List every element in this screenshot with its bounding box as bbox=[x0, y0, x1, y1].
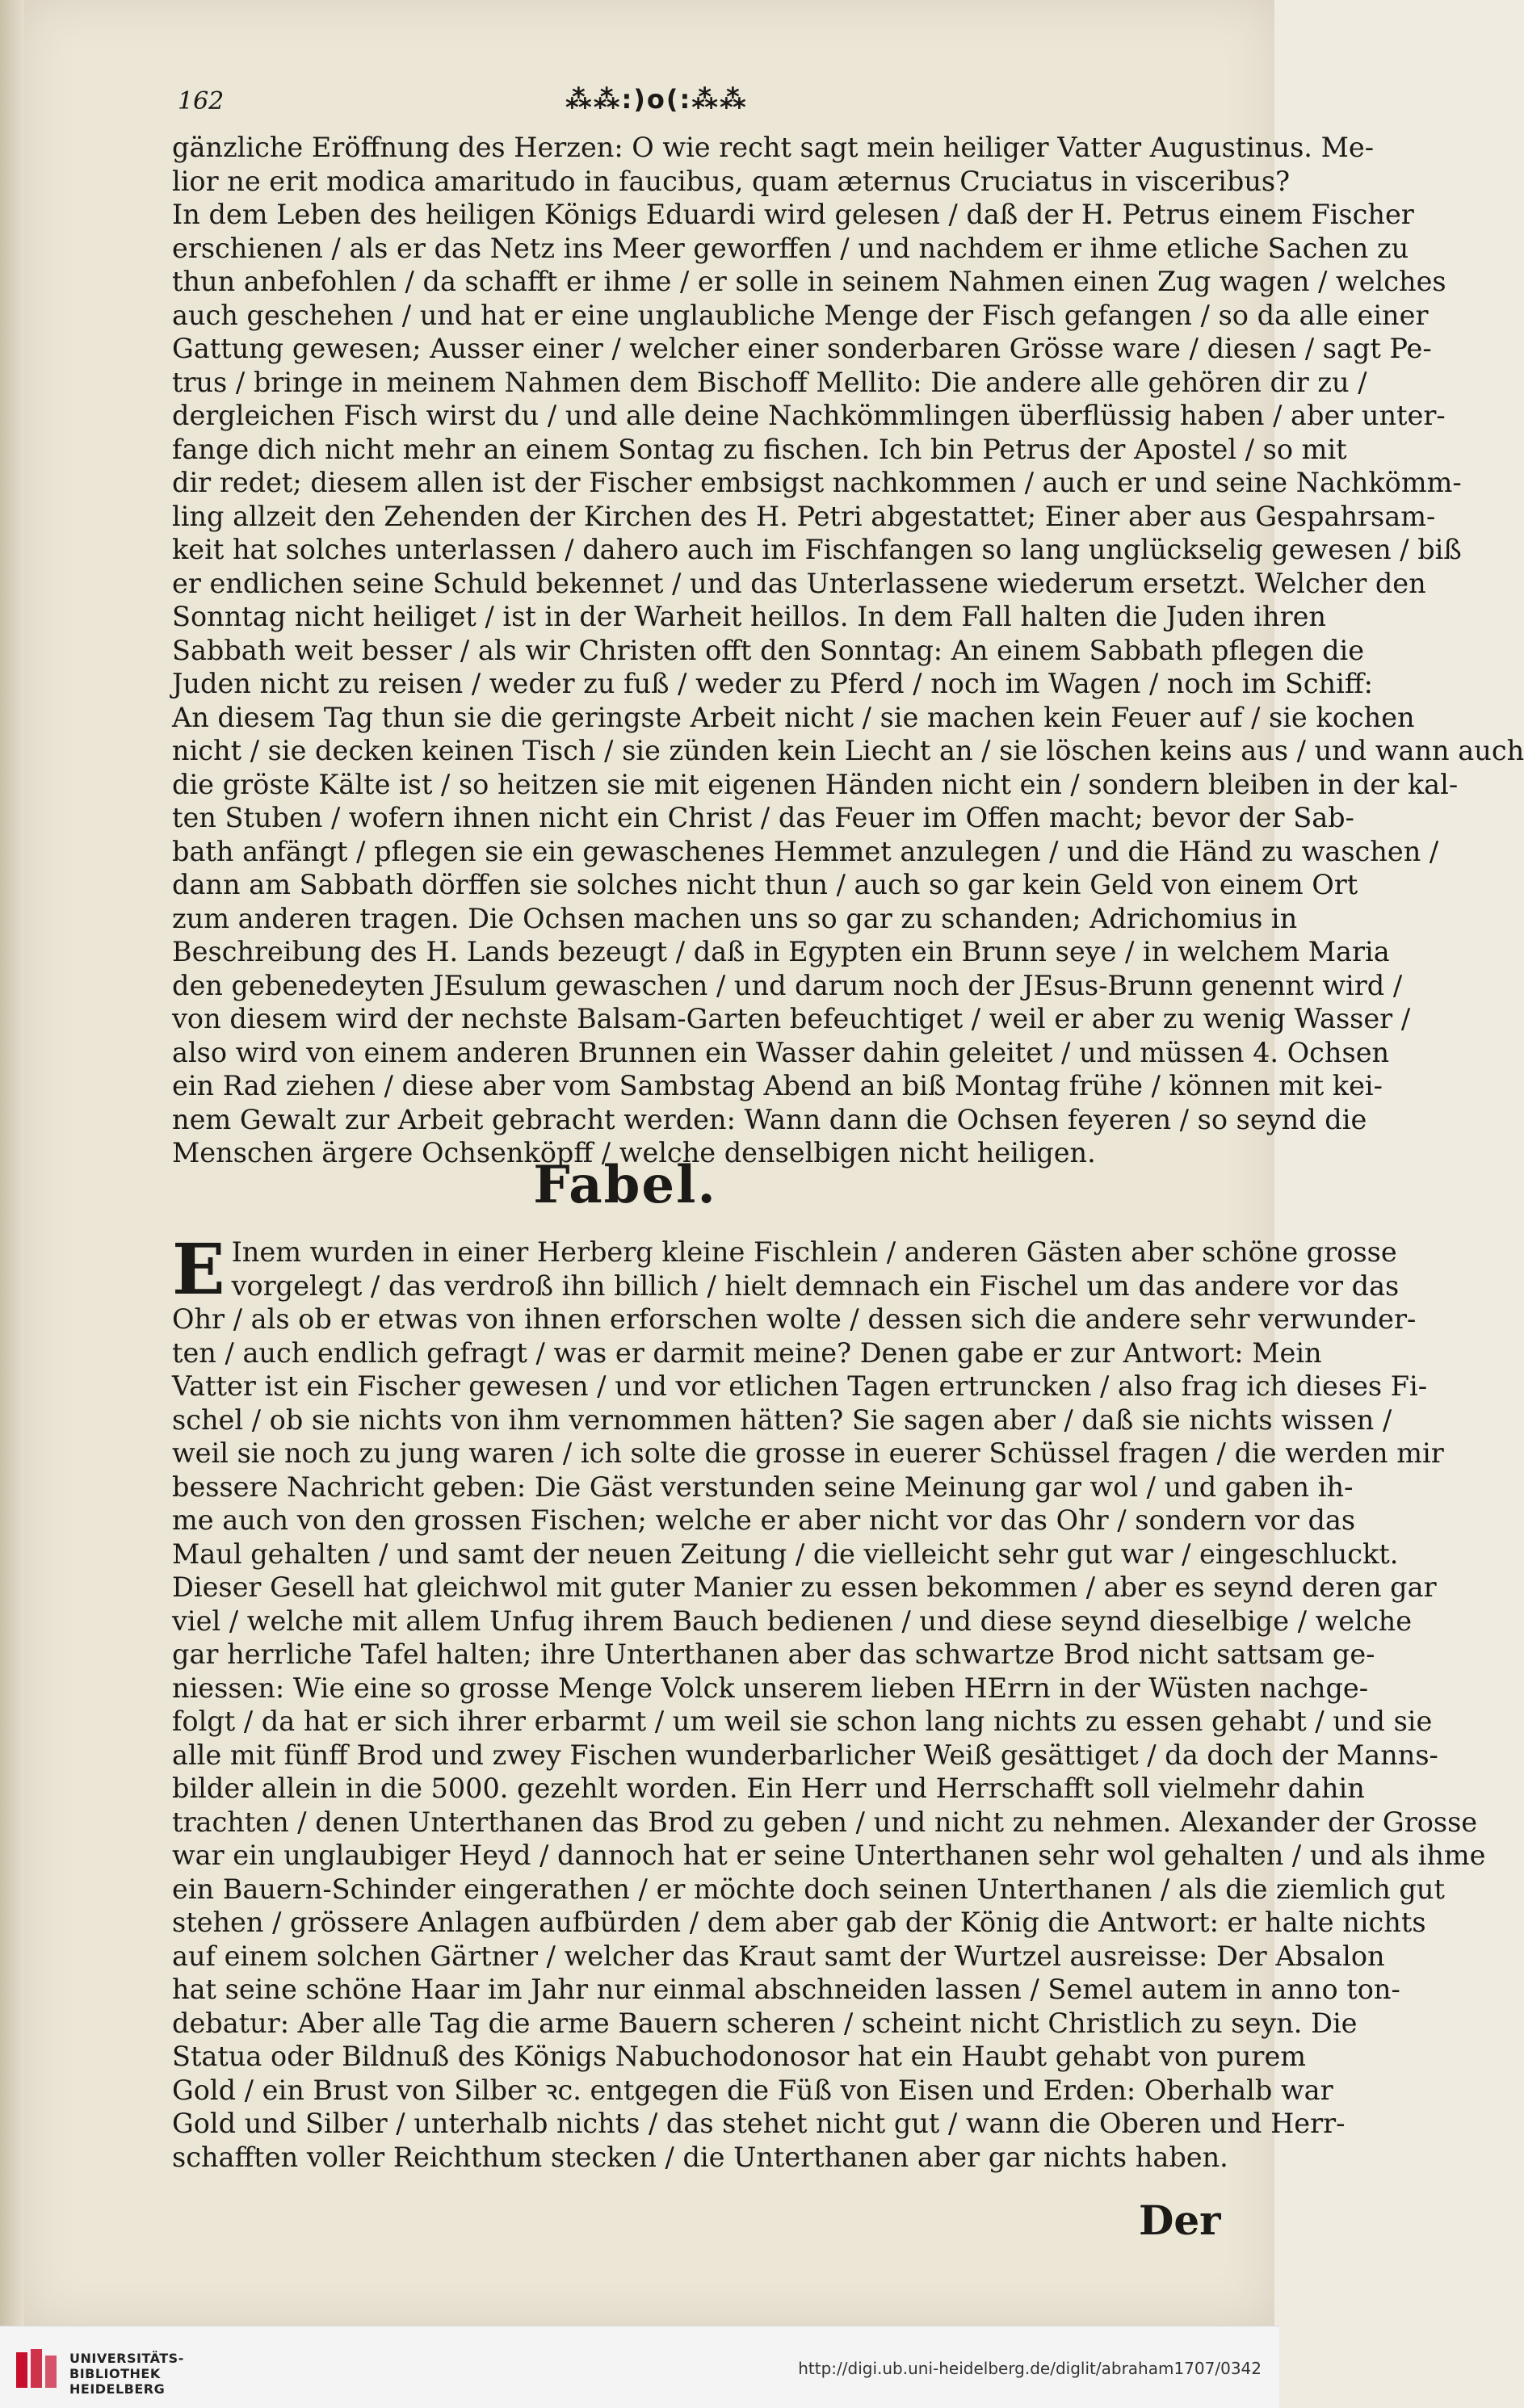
text-line: von diesem wird der nechste Balsam-Garten befeuchtiget / weil er aber zu wenig Wasser / bbox=[172, 1003, 1411, 1034]
text-line: dir redet; diesem allen ist der Fischer embsigst nachkommen / auch er und seine Nachkömm- bbox=[172, 467, 1462, 498]
text-line: erschienen / als er das Netz ins Meer geworffen / und nachdem er ihme etliche Sachen zu bbox=[172, 232, 1409, 264]
library-name bbox=[69, 2351, 184, 2397]
text-line: zum anderen tragen. Die Ochsen machen uns so gar zu schanden; Adrichomius in bbox=[172, 902, 1298, 934]
fable-line: ein Bauern-Schinder eingerathen / er möchte doch seinen Unterthanen / als die ziemlich gut bbox=[172, 1873, 1445, 1905]
text-line: Menschen ärgere Ochsenköpff / welche denselbigen nicht heiligen. bbox=[172, 1137, 1096, 1168]
fable-line: Inem wurden in einer Herberg kleine Fischlein / anderen Gästen aber schöne grosse bbox=[231, 1236, 1397, 1268]
text-line: also wird von einem anderen Brunnen ein Wasser dahin geleitet / und müssen 4. Ochsen bbox=[172, 1036, 1390, 1068]
fable-line: war ein unglaubiger Heyd / dannoch hat er seine Unterthanen sehr wol gehalten / und als ihme bbox=[172, 1840, 1486, 1871]
text-line: auch geschehen / und hat er eine unglaubliche Menge der Fisch gefangen / so da alle einer bbox=[172, 299, 1429, 331]
text-line: Gattung gewesen; Ausser einer / welcher einer sonderbaren Grösse ware / diesen / sagt Pe- bbox=[172, 333, 1432, 364]
fable-line: bilder allein in die 5000. gezehlt worden. Ein Herr und Herrschafft soll vielmehr dahin bbox=[172, 1772, 1365, 1804]
text-line: keit hat solches unterlassen / dahero auch im Fischfangen so lang unglückselig gewesen / biß bbox=[172, 534, 1462, 565]
fable-line: Maul gehalten / und samt der neuen Zeitung / die vielleicht sehr gut war / eingeschluckt. bbox=[172, 1538, 1399, 1570]
university-logo-icon bbox=[15, 2347, 58, 2391]
library-name-line: BIBLIOTHEK bbox=[69, 2366, 161, 2381]
text-line: Sonntag nicht heiliget / ist in der Warheit heillos. In dem Fall halten die Juden ihren bbox=[172, 601, 1326, 632]
text-line: ein Rad ziehen / diese aber vom Sambstag Abend an biß Montag frühe / können mit kei- bbox=[172, 1070, 1383, 1101]
text-line: trus / bringe in meinem Nahmen dem Bischoff Mellito: Die andere alle gehören dir zu / bbox=[172, 366, 1367, 398]
fable-line: gar herrliche Tafel halten; ihre Unterthanen aber das schwartze Brod nicht sattsam ge- bbox=[172, 1638, 1375, 1670]
fable-line: schafften voller Reichthum stecken / die Unterthanen aber gar nichts haben. bbox=[172, 2141, 1228, 2173]
library-name-line: UNIVERSITÄTS- bbox=[69, 2351, 184, 2366]
fable-line: vorgelegt / das verdroß ihn billich / hielt demnach ein Fischel um das andere vor das bbox=[231, 1269, 1400, 1302]
page-number: 162 bbox=[178, 87, 225, 115]
catchword: Der bbox=[1139, 2196, 1221, 2244]
text-line: dann am Sabbath dörffen sie solches nicht thun / auch so gar kein Geld von einem Ort bbox=[172, 869, 1358, 900]
section-heading: Fabel. bbox=[533, 1155, 717, 1215]
text-line: dergleichen Fisch wirst du / und alle deine Nachkömmlingen überflüssig haben / aber unter- bbox=[172, 400, 1446, 431]
text-line: ten Stuben / wofern ihnen nicht ein Christ / das Feuer im Offen macht; bevor der Sab- bbox=[172, 802, 1354, 833]
fable-line: stehen / grössere Anlagen aufbürden / dem aber gab der König die Antwort: er halte nichts bbox=[172, 1907, 1426, 1938]
fable-line: viel / welche mit allem Unfug ihrem Bauch bedienen / und diese seynd dieselbige / welche bbox=[172, 1605, 1413, 1637]
main-paragraph bbox=[172, 131, 1524, 1170]
fable-line: bessere Nachricht geben: Die Gäst verstunden seine Meinung gar wol / und gaben ih- bbox=[172, 1470, 1354, 1503]
text-line: nem Gewalt zur Arbeit gebracht werden: Wann dann die Ochsen feyeren / so seynd die bbox=[172, 1103, 1367, 1135]
text-line: Juden nicht zu reisen / weder zu fuß / weder zu Pferd / noch im Wagen / noch im Schiff: bbox=[172, 668, 1373, 699]
fable-line: Statua oder Bildnuß des Königs Nabuchodonosor hat ein Haubt gehabt von purem bbox=[172, 2041, 1307, 2072]
fable-line: ten / auch endlich gefragt / was er darmit meine? Denen gabe er zur Antwort: Mein bbox=[172, 1336, 1322, 1369]
header-ornament: ⁂⁂:)o(:⁂⁂ bbox=[565, 84, 748, 115]
text-line: bath anfängt / pflegen sie ein gewaschenes Hemmet anzulegen / und die Händ zu waschen / bbox=[172, 835, 1439, 867]
text-line: nicht / sie decken keinen Tisch / sie zünden kein Liecht an / sie löschen keins aus / und wann auch bbox=[172, 735, 1524, 766]
fable-line: Dieser Gesell hat gleichwol mit guter Manier zu essen bekommen / aber es seynd deren gar bbox=[172, 1571, 1437, 1603]
fable-paragraph bbox=[172, 1229, 1486, 2174]
text-line: Sabbath weit besser / als wir Christen offt den Sonntag: An einem Sabbath pflegen die bbox=[172, 634, 1365, 666]
fable-line: trachten / denen Unterthanen das Brod zu geben / und nicht zu nehmen. Alexander der Grosse bbox=[172, 1806, 1478, 1838]
text-line: lior ne erit modica amaritudo in faucibus, quam æternus Cruciatus in visceribus? bbox=[172, 165, 1291, 197]
text-line: den gebenedeyten JEsulum gewaschen / und darum noch der JEsus-Brunn genennt wird / bbox=[172, 969, 1403, 1001]
fable-line: alle mit fünff Brod und zwey Fischen wunderbarlicher Weiß gesättiget / da doch der Manns- bbox=[172, 1739, 1438, 1771]
fable-line: folgt / da hat er sich ihrer erbarmt / um weil sie schon lang nichts zu essen gehabt / und sie bbox=[172, 1705, 1433, 1737]
fable-line: hat seine schöne Haar im Jahr nur einmal abschneiden lassen / Semel autem in anno ton- bbox=[172, 1974, 1400, 2005]
fable-line: Ohr / als ob er etwas von ihnen erforschen wolte / dessen sich die andere sehr verwunder- bbox=[172, 1303, 1417, 1335]
fable-line: niessen: Wie eine so grosse Menge Volck unserem lieben HErrn in der Wüsten nachge- bbox=[172, 1672, 1369, 1704]
text-line: In dem Leben des heiligen Königs Eduardi wird gelesen / daß der H. Petrus einem Fischer bbox=[172, 199, 1414, 230]
fable-line: Vatter ist ein Fischer gewesen / und vor etlichen Tagen ertruncken / also frag ich dieses Fi- bbox=[172, 1370, 1428, 1402]
viewer-footer bbox=[0, 2326, 1279, 2408]
text-line: er endlichen seine Schuld bekennet / und das Unterlassene wiederum ersetzt. Welcher den bbox=[172, 567, 1426, 599]
page-header bbox=[178, 84, 1220, 120]
fable-line: Gold / ein Brust von Silber ꝛc. entgegen die Füß von Eisen und Erden: Oberhalb war bbox=[172, 2074, 1333, 2106]
fable-line: Gold und Silber / unterhalb nichts / das stehet nicht gut / wann die Oberen und Herr- bbox=[172, 2108, 1346, 2139]
fable-line: schel / ob sie nichts von ihm vernommen hätten? Sie sagen aber / daß sie nichts wissen / bbox=[172, 1403, 1392, 1436]
text-line: gänzliche Eröffnung des Herzen: O wie recht sagt mein heiliger Vatter Augustinus. Me- bbox=[172, 132, 1375, 163]
drop-cap: E bbox=[172, 1229, 225, 1311]
fable-line: me auch von den grossen Fischen; welche er aber nicht vor das Ohr / sondern vor das bbox=[172, 1504, 1356, 1536]
fable-line: weil sie noch zu jung waren / ich solte die grosse in euerer Schüssel fragen / die werden mir bbox=[172, 1437, 1444, 1469]
text-line: An diesem Tag thun sie die geringste Arbeit nicht / sie machen kein Feuer auf / sie kochen bbox=[172, 701, 1415, 733]
text-line: die gröste Kälte ist / so heitzen sie mit eigenen Händen nicht ein / sondern bleiben in der kal- bbox=[172, 768, 1459, 800]
fable-line: auf einem solchen Gärtner / welcher das Kraut samt der Wurtzel ausreisse: Der Absalon bbox=[172, 1940, 1385, 1972]
text-line: thun anbefohlen / da schafft er ihme / er solle in seinem Nahmen einen Zug wagen / welches bbox=[172, 266, 1446, 297]
text-line: fange dich nicht mehr an einem Sontag zu fischen. Ich bin Petrus der Apostel / so mit bbox=[172, 433, 1347, 465]
text-line: Beschreibung des H. Lands bezeugt / daß in Egypten ein Brunn seye / in welchem Maria bbox=[172, 936, 1390, 967]
source-url-link[interactable]: http://digi.ub.uni-heidelberg.de/diglit/abraham1707/0342 bbox=[798, 2359, 1262, 2378]
library-name-line: HEIDELBERG bbox=[69, 2381, 166, 2397]
text-line: ling allzeit den Zehenden der Kirchen des H. Petri abgestattet; Einer aber aus Gespahrsam- bbox=[172, 500, 1436, 532]
fable-line: debatur: Aber alle Tag die arme Bauern scheren / scheint nicht Christlich zu seyn. Die bbox=[172, 2007, 1358, 2039]
